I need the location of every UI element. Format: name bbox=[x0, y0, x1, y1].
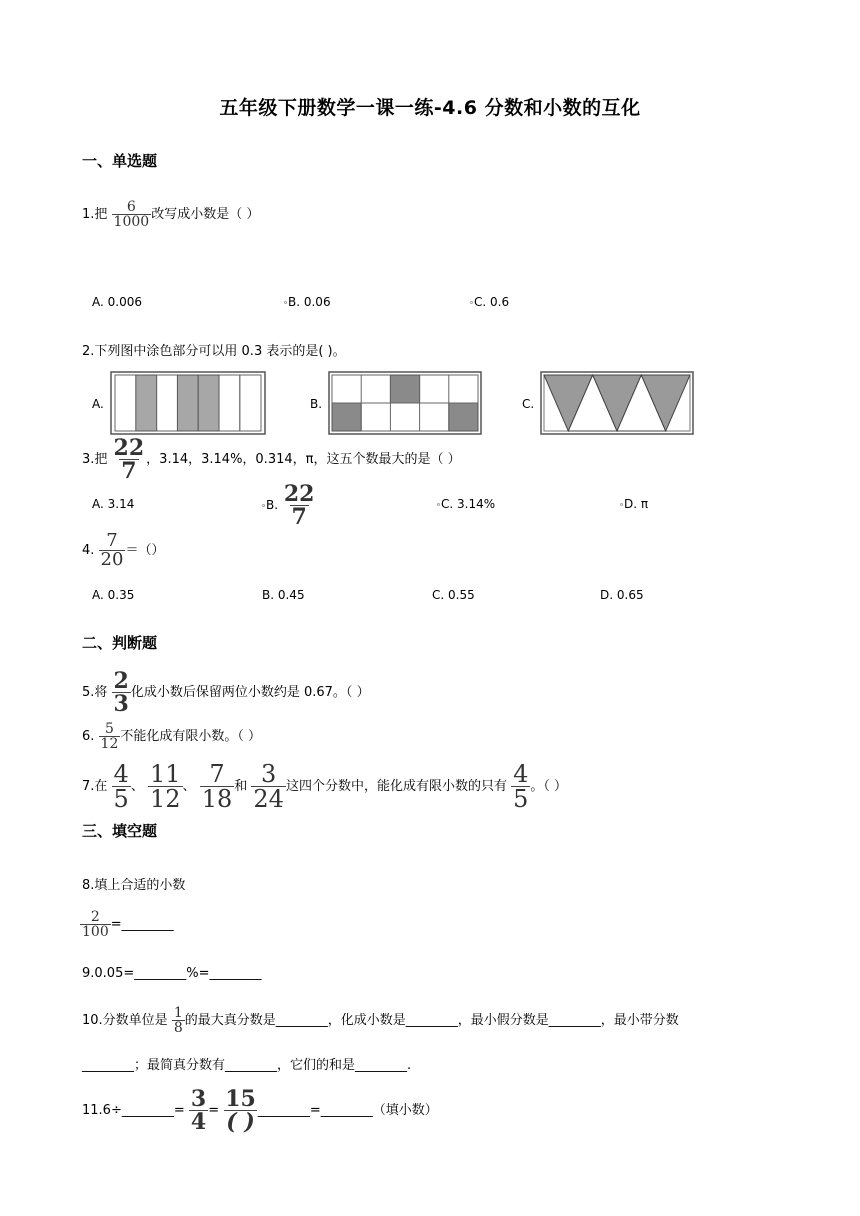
fraction-11-over-12: $\frac{11}{12}$ bbox=[149, 760, 181, 813]
option-marker-icon bbox=[262, 504, 265, 507]
q2-label-c[interactable]: C. bbox=[522, 397, 535, 411]
question-11-suffix[interactable]: ________=________（填小数） bbox=[257, 1103, 438, 1118]
question-11-prefix[interactable]: 11.6÷________= bbox=[82, 1103, 185, 1118]
q4-option-a[interactable]: A. 0.35 bbox=[92, 588, 135, 602]
question-8-blank-line bbox=[80, 910, 174, 939]
q3-option-c[interactable]: C. 3.14% bbox=[437, 497, 495, 511]
question-9[interactable]: 9.0.05=________%=________ bbox=[82, 966, 262, 981]
q4-option-d[interactable]: D. 0.65 bbox=[600, 588, 644, 602]
fraction-7-over-18: $\frac{7}{18}$ bbox=[201, 760, 233, 813]
fraction-4-over-5: $\frac{4}{5}$ bbox=[113, 760, 129, 813]
question-4-prefix: 4. bbox=[82, 543, 95, 558]
q4-option-b[interactable]: B. 0.45 bbox=[262, 588, 305, 602]
section-heading-fill-in: 三、填空题 bbox=[82, 822, 158, 840]
fraction-22-over-7-option: $\frac{22}{7}$ bbox=[283, 481, 315, 530]
question-5-prefix: 5.将 bbox=[82, 685, 108, 700]
question-4-suffix: ＝（） bbox=[125, 543, 165, 558]
q2-figure-a bbox=[110, 371, 266, 435]
question-8-answer-blank[interactable]: =________ bbox=[110, 917, 174, 932]
question-1-prefix: 1.把 bbox=[82, 207, 108, 222]
fraction-2-over-3: $\frac{2}{3}$ bbox=[113, 668, 129, 717]
fraction-6-over-1000: $\frac{6}{1000}$ bbox=[113, 199, 150, 230]
question-1-suffix: 改写成小数是（ ） bbox=[151, 207, 260, 222]
option-marker-icon bbox=[620, 503, 623, 506]
q2-figure-b bbox=[328, 371, 482, 435]
question-10-line-2[interactable]: ________；最简真分数有________，它们的和是________. bbox=[82, 1058, 412, 1073]
question-10-prefix: 10.分数单位是 bbox=[82, 1013, 168, 1028]
fraction-2-over-100: $\frac{2}{100}$ bbox=[82, 909, 109, 940]
question-8: 8.填上合适的小数 bbox=[82, 878, 186, 893]
fraction-3-over-24: $\frac{3}{24}$ bbox=[253, 760, 284, 813]
q3-option-d[interactable]: D. π bbox=[620, 497, 648, 511]
question-5-suffix: 化成小数后保留两位小数约是 0.67。（ ） bbox=[130, 685, 370, 700]
question-6-suffix: 不能化成有限小数。（ ） bbox=[120, 729, 262, 744]
q1-option-b[interactable]: B. 0.06 bbox=[284, 295, 331, 309]
question-10 bbox=[82, 1006, 679, 1035]
question-3-prefix: 3.把 bbox=[82, 452, 108, 467]
fraction-3-over-4: $\frac{3}{4}$ bbox=[190, 1086, 207, 1135]
q2-figure-c bbox=[540, 371, 694, 435]
question-11: 11.6÷________= $\frac{3}{4}$ = $\frac{15}{( )}$ ________=________（填小数） bbox=[82, 1086, 438, 1135]
q2-label-a[interactable]: A. bbox=[92, 397, 104, 411]
fraction-22-over-7: $\frac{22}{7}$ bbox=[113, 435, 145, 484]
question-7-suffix: 。（ ） bbox=[530, 779, 568, 794]
q1-option-c[interactable]: C. 0.6 bbox=[470, 295, 509, 309]
question-3 bbox=[82, 437, 461, 482]
question-7-mid: 这四个分数中，能化成有限小数的只有 bbox=[285, 779, 507, 794]
page-title: 五年级下册数学一课一练-4.6 分数和小数的互化 bbox=[219, 97, 641, 119]
section-heading-true-false: 二、判断题 bbox=[82, 634, 158, 652]
q1-option-a[interactable]: A. 0.006 bbox=[92, 295, 142, 309]
q2-label-b[interactable]: B. bbox=[310, 397, 323, 411]
q3-option-a[interactable]: A. 3.14 bbox=[92, 497, 135, 511]
q3-option-b[interactable]: B. $\frac{22}{7}$ bbox=[262, 483, 317, 528]
question-4 bbox=[82, 532, 164, 569]
question-10-suffix[interactable]: 的最大真分数是________，化成小数是________，最小假分数是________，最小带分数 bbox=[184, 1013, 679, 1028]
q4-option-c[interactable]: C. 0.55 bbox=[432, 588, 475, 602]
section-heading-single-choice: 一、单选题 bbox=[82, 152, 158, 170]
option-marker-icon bbox=[470, 301, 473, 304]
question-6-prefix: 6. bbox=[82, 729, 95, 744]
question-7: 7.在 $\frac{4}{5}$ 、 $\frac{11}{12}$ 、 $\frac{7}{18}$ 和 $\frac{3}{24}$ 这四个分数中，能化成有限小数的只有 $\frac{4}{5}$ 。（ ） bbox=[82, 760, 568, 813]
fraction-15-over-blank[interactable]: $\frac{15}{( )}$ bbox=[225, 1086, 256, 1135]
fraction-1-over-8: $\frac{1}{8}$ bbox=[173, 1005, 183, 1036]
question-5 bbox=[82, 670, 370, 715]
option-marker-icon bbox=[284, 301, 287, 304]
fraction-4-over-5-answer: $\frac{4}{5}$ bbox=[513, 760, 529, 813]
fraction-5-over-12: $\frac{5}{12}$ bbox=[100, 721, 119, 752]
question-7-prefix: 7.在 bbox=[82, 779, 108, 794]
question-3-suffix: ，3.14，3.14%，0.314，π，这五个数最大的是（ ） bbox=[146, 452, 461, 467]
fraction-7-over-20: $\frac{7}{20}$ bbox=[100, 530, 124, 570]
question-6 bbox=[82, 722, 261, 751]
option-marker-icon bbox=[437, 503, 440, 506]
question-1 bbox=[82, 200, 259, 229]
question-2: 2.下列图中涂色部分可以用 0.3 表示的是( )。 bbox=[82, 344, 346, 359]
